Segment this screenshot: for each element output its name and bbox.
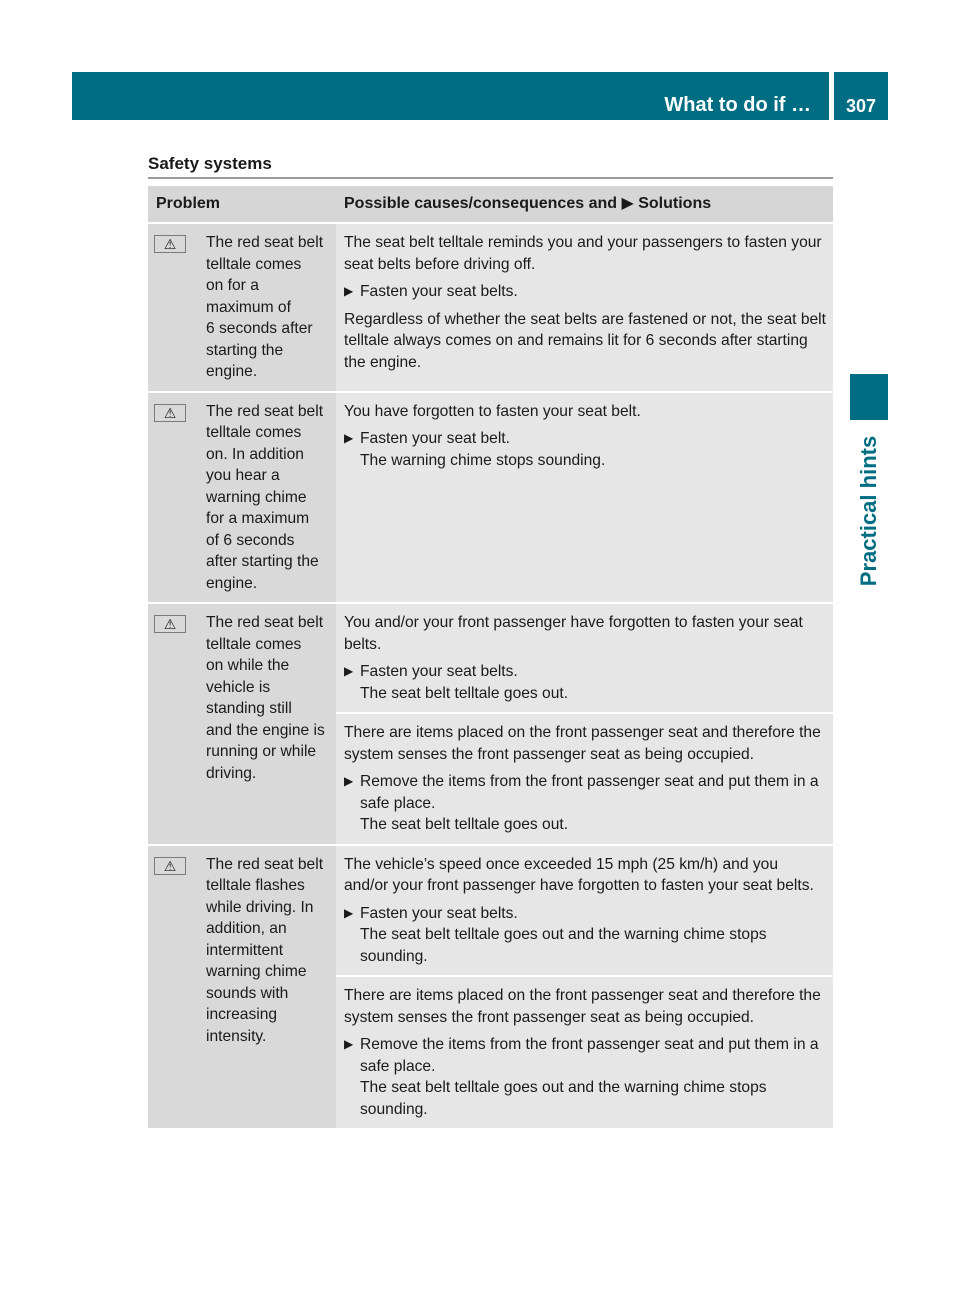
problem-line: driving. — [206, 764, 257, 782]
cause-text: You and/or your front passenger have forgotten to fasten your seat belts. — [344, 614, 803, 653]
step-result: The seat belt telltale goes out. — [360, 684, 569, 702]
problem-line: while driving. In — [206, 898, 314, 916]
problem-line: The red seat belt — [206, 855, 324, 873]
problem-content — [148, 604, 336, 792]
problem-content — [148, 846, 336, 1056]
problem-line: The red seat belt — [206, 402, 324, 420]
instruction-step — [344, 661, 826, 704]
step-text: Remove the items from the front passenger seat and put them in a safe place. — [360, 1036, 819, 1075]
header-causes — [336, 186, 833, 223]
step-body — [360, 281, 826, 303]
problem-line: on for a — [206, 277, 259, 294]
problem-line: addition, an — [206, 920, 287, 937]
table-row — [148, 845, 833, 977]
step-text: Remove the items from the front passenger seat and put them in a safe place. — [360, 773, 819, 812]
problem-cell — [148, 603, 336, 845]
problem-line: intensity. — [206, 1027, 267, 1045]
table-row — [148, 392, 833, 604]
solution-cell — [336, 845, 833, 977]
solution-cell — [336, 392, 833, 604]
header-solutions-text: Solutions — [638, 195, 712, 213]
instruction-step — [344, 428, 826, 471]
problem-content — [148, 393, 336, 603]
problem-line: warning chime — [206, 488, 307, 506]
step-result: The seat belt telltale goes out. — [360, 816, 569, 833]
step-body — [360, 771, 826, 836]
cause-text: The vehicle’s speed once exceeded 15 mph (25 km/h) and you and/or your front passenger have forgotten to fasten your seat belts. — [344, 855, 814, 894]
problem-line: running or while — [206, 743, 317, 760]
problem-content — [148, 224, 336, 391]
problem-line: for a maximum — [206, 510, 310, 527]
step-body — [360, 661, 826, 704]
problem-text — [186, 232, 323, 383]
side-label — [850, 426, 888, 596]
problem-cell — [148, 223, 336, 392]
note-text: Regardless of whether the seat belts are fastened or not, the seat belt telltale always comes on and remains lit for 6 seconds after starting the engine. — [344, 310, 826, 371]
cause-text: There are items placed on the front passenger seat and therefore the system senses the front passenger seat as being occupied. — [344, 987, 821, 1026]
solution-cell — [336, 713, 833, 845]
seat-belt-warning-icon: ⚠ — [154, 235, 186, 253]
problem-line: telltale comes — [206, 424, 302, 441]
problem-cell — [148, 845, 336, 1129]
instruction-step — [344, 281, 826, 303]
solution-cell — [336, 223, 833, 392]
problem-text — [186, 612, 325, 784]
problem-cell — [148, 392, 336, 604]
triangle-arrow-icon: ▶ — [344, 905, 354, 920]
triangle-arrow-icon: ▶ — [344, 774, 354, 788]
cause-text: There are items placed on the front passenger seat and therefore the system senses the front passenger seat as being occupied. — [344, 724, 821, 763]
problem-line: starting the — [206, 341, 284, 359]
problem-line: on. In addition — [206, 445, 304, 463]
instruction-step — [344, 903, 826, 968]
triangle-arrow-icon: ▶ — [344, 1037, 354, 1051]
solution-cell — [336, 603, 833, 713]
triangle-arrow-icon: ▶ — [621, 195, 634, 213]
table-row — [148, 223, 833, 392]
chapter-title: What to do if … — [664, 94, 811, 116]
problem-line: engine. — [206, 574, 258, 592]
step-text: Fasten your seat belts. — [360, 283, 518, 300]
problem-line: engine. — [206, 363, 258, 380]
problem-line: after starting the — [206, 553, 319, 570]
instruction-step — [344, 771, 826, 836]
problem-line: The red seat belt — [206, 234, 324, 251]
safety-table — [148, 186, 833, 1128]
page-number: 307 — [834, 72, 888, 120]
problem-line: vehicle is — [206, 678, 271, 696]
seat-belt-warning-icon: ⚠ — [154, 857, 186, 875]
problem-line: telltale comes — [206, 635, 302, 653]
table-header-row — [148, 186, 833, 223]
problem-line: and the engine is — [206, 721, 325, 739]
triangle-arrow-icon: ▶ — [344, 284, 354, 298]
side-label-text: Practical hints — [856, 435, 881, 587]
problem-line: you hear a — [206, 467, 280, 484]
solution-cell — [336, 976, 833, 1128]
seat-belt-warning-icon: ⚠ — [154, 615, 186, 633]
step-text: Fasten your seat belt. — [360, 430, 510, 447]
triangle-arrow-icon: ▶ — [344, 664, 354, 678]
cause-text: The seat belt telltale reminds you and your passengers to fasten your seat belts before driving off. — [344, 234, 822, 273]
problem-line: telltale comes — [206, 255, 302, 273]
problem-line: maximum of — [206, 298, 291, 316]
step-result: The seat belt telltale goes out and the warning chime stops sounding. — [360, 926, 767, 965]
problem-line: on while the — [206, 657, 290, 674]
problem-line: of 6 seconds — [206, 531, 295, 549]
problem-line: telltale flashes — [206, 877, 305, 894]
problem-text — [186, 854, 323, 1048]
section-divider — [148, 177, 833, 179]
problem-line: 6 seconds after — [206, 320, 313, 337]
cause-text: You have forgotten to fasten your seat belt. — [344, 402, 641, 420]
instruction-step — [344, 1034, 826, 1120]
table-row — [148, 603, 833, 713]
section-title: Safety systems — [148, 154, 272, 173]
header-problem: Problem — [148, 186, 336, 223]
step-text: Fasten your seat belts. — [360, 663, 518, 680]
problem-line: warning chime — [206, 963, 307, 980]
problem-line: increasing — [206, 1006, 278, 1023]
problem-line: intermittent — [206, 941, 284, 959]
step-text: Fasten your seat belts. — [360, 904, 518, 922]
step-body — [360, 428, 826, 471]
problem-line: standing still — [206, 700, 292, 717]
side-tab — [850, 374, 888, 420]
triangle-arrow-icon: ▶ — [344, 431, 354, 445]
header-bar — [72, 72, 829, 120]
problem-line: sounds with — [206, 984, 289, 1002]
step-body — [360, 903, 826, 968]
problem-line: The red seat belt — [206, 614, 324, 631]
step-body — [360, 1034, 826, 1120]
header-causes-text: Possible causes/consequences and — [344, 195, 618, 213]
step-result: The seat belt telltale goes out and the warning chime stops sounding. — [360, 1079, 767, 1118]
seat-belt-warning-icon: ⚠ — [154, 404, 186, 422]
problem-text — [186, 401, 323, 595]
step-result: The warning chime stops sounding. — [360, 451, 606, 469]
